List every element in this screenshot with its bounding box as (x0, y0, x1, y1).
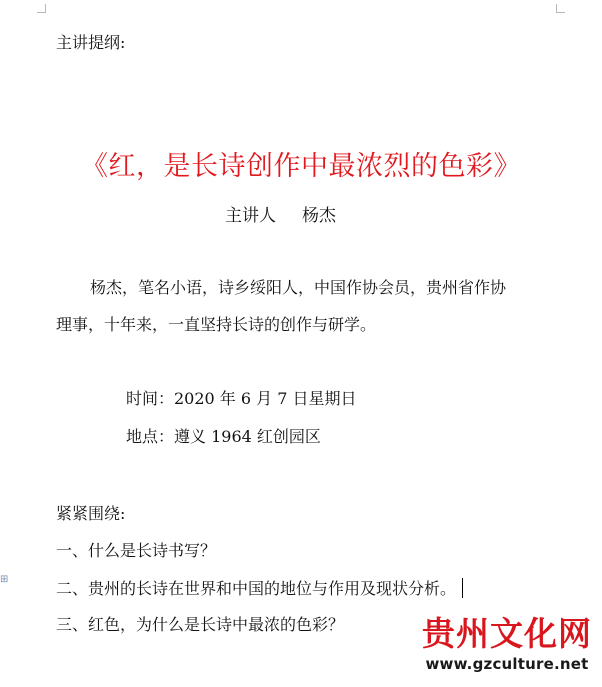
watermark-site-name: 贵州文化网 (422, 614, 592, 653)
watermark-url: www.gzculture.net (425, 655, 589, 673)
text-cursor (462, 578, 463, 598)
outline-label: 主讲提纲: (56, 33, 126, 52)
topic-item-2[interactable] (56, 578, 463, 599)
site-watermark (414, 614, 600, 684)
speaker-name: 杨杰 (302, 206, 336, 226)
event-place: 地点：遵义 1964 红创园区 (126, 427, 321, 446)
bio-paragraph-line-1: 杨杰，笔名小语，诗乡绥阳人，中国作协会员，贵州省作协 (90, 278, 507, 297)
paragraph-marker-icon[interactable]: ⊞ (0, 574, 9, 585)
speaker-line (225, 206, 336, 226)
event-time: 时间：2020 年 6 月 7 日星期日 (126, 389, 357, 408)
crop-mark-top-left (37, 4, 46, 13)
topic-item-2-text: 二、贵州的长诗在世界和中国的地位与作用及现状分析。 (56, 579, 457, 598)
lecture-title: 《红，是长诗创作中最浓烈的色彩》 (81, 151, 521, 182)
topic-item-3: 三、红色，为什么是长诗中最浓的色彩？ (56, 615, 345, 634)
speaker-label: 主讲人 (225, 206, 276, 226)
crop-mark-top-right (556, 4, 565, 13)
bio-paragraph-line-2: 理事，十年来，一直坚持长诗的创作与研学。 (56, 315, 377, 334)
topic-item-1: 一、什么是长诗书写？ (56, 541, 217, 560)
topics-label: 紧紧围绕: (56, 504, 126, 523)
